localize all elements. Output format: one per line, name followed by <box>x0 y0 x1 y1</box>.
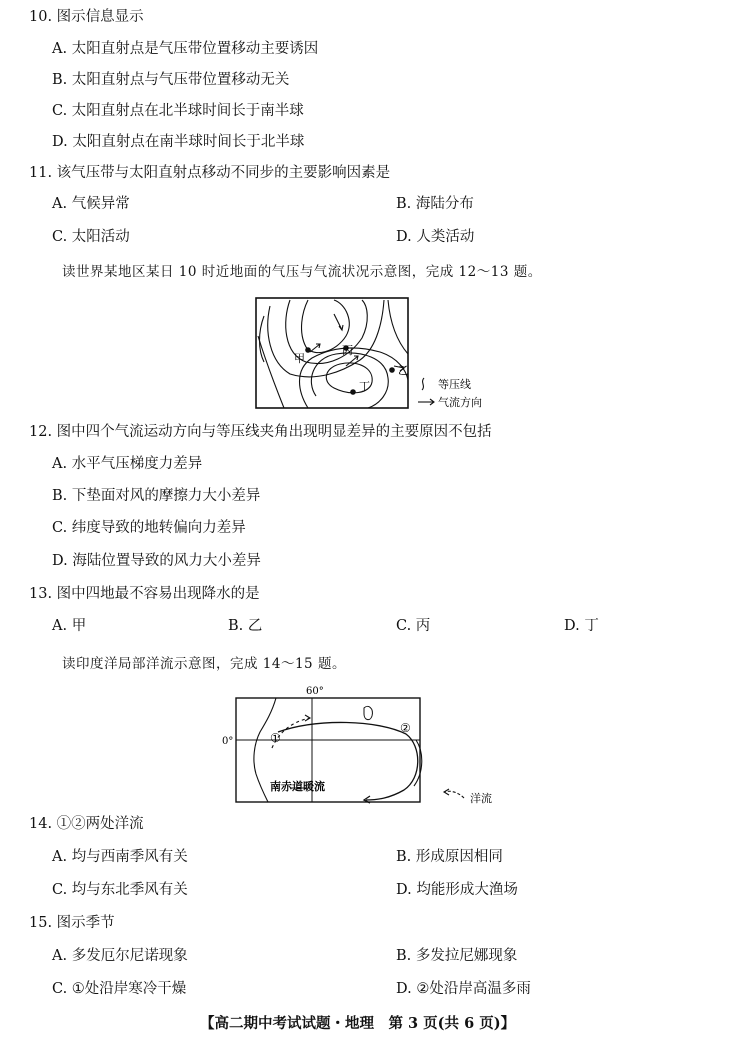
q13-option-b: B. 乙 <box>228 618 263 634</box>
lon-label: 60° <box>306 686 324 697</box>
q12-option-a: A. 水平气压梯度力差异 <box>52 456 203 472</box>
q15-stem: 15. 图示季节 <box>29 915 115 931</box>
q15-option-c: C. ①处沿岸寒冷干燥 <box>52 981 187 997</box>
lat-label: 0° <box>222 736 234 747</box>
q14-option-c: C. 均与东北季风有关 <box>52 882 188 898</box>
q11-option-c: C. 太阳活动 <box>52 229 130 245</box>
current-name-label: 南赤道暖流 <box>270 780 325 793</box>
q13-option-c: C. 丙 <box>396 618 431 634</box>
q15-option-a: A. 多发厄尔尼诺现象 <box>52 948 188 964</box>
q10-option-d: D. 太阳直射点在南半球时间长于北半球 <box>52 134 305 150</box>
q14-option-a: A. 均与西南季风有关 <box>52 849 188 865</box>
map2-frame <box>236 698 420 802</box>
point-yi <box>389 367 395 373</box>
island <box>364 706 372 719</box>
point-ding <box>350 389 356 395</box>
q14-option-b: B. 形成原因相同 <box>396 849 503 865</box>
q12-option-b: B. 下垫面对风的摩擦力大小差异 <box>52 488 261 504</box>
q13-stem: 13. 图中四地最不容易出现降水的是 <box>29 586 260 602</box>
q10-stem: 10. 图示信息显示 <box>29 9 144 25</box>
legend-isobar-symbol <box>422 378 424 390</box>
q15-option-b: B. 多发拉尼娜现象 <box>396 948 518 964</box>
label-yi: 乙 <box>398 364 409 377</box>
q10-option-c: C. 太阳直射点在北半球时间长于南半球 <box>52 103 304 119</box>
q11-option-d: D. 人类活动 <box>396 229 475 245</box>
mark-2: ② <box>400 721 411 735</box>
q14-option-d: D. 均能形成大渔场 <box>396 882 518 898</box>
q11-option-a: A. 气候异常 <box>52 196 130 212</box>
intro-14-15: 读印度洋局部洋流示意图，完成 14～15 题。 <box>62 656 346 672</box>
q11-stem: 11. 该气压带与太阳直射点移动不同步的主要影响因素是 <box>29 165 391 181</box>
map1-frame <box>256 298 408 408</box>
q12-option-c: C. 纬度导致的地转偏向力差异 <box>52 520 246 536</box>
page-footer: 【高二期中考试试题・地理 第 3 页(共 6 页)】 <box>200 1015 516 1032</box>
q11-option-b: B. 海陆分布 <box>396 196 474 212</box>
point-jia <box>305 347 311 353</box>
label-bing: 丙 <box>342 344 353 357</box>
legend-isobar: 等压线 <box>438 378 471 391</box>
mark-1: ① <box>270 731 281 745</box>
label-ding: 丁 <box>359 380 370 393</box>
q12-stem: 12. 图中四个气流运动方向与等压线夹角出现明显差异的主要原因不包括 <box>29 424 492 440</box>
legend-current: 洋流 <box>470 792 492 805</box>
q13-option-a: A. 甲 <box>52 618 87 634</box>
q10-option-b: B. 太阳直射点与气压带位置移动无关 <box>52 72 290 88</box>
label-jia: 甲 <box>294 352 305 365</box>
q12-option-d: D. 海陆位置导致的风力大小差异 <box>52 553 261 569</box>
q14-stem: 14. ①②两处洋流 <box>29 816 144 832</box>
ocean-current-map <box>218 682 528 810</box>
q15-option-d: D. ②处沿岸高温多雨 <box>396 981 531 997</box>
q10-option-a: A. 太阳直射点是气压带位置移动主要诱因 <box>52 41 319 57</box>
legend-airflow: 气流方向 <box>438 396 482 409</box>
q13-option-d: D. 丁 <box>564 618 599 634</box>
pressure-map <box>250 292 500 412</box>
legend-current-symbol <box>444 791 464 798</box>
intro-12-13: 读世界某地区某日 10 时近地面的气压与气流状况示意图，完成 12～13 题。 <box>62 264 542 280</box>
isobars <box>258 300 408 408</box>
